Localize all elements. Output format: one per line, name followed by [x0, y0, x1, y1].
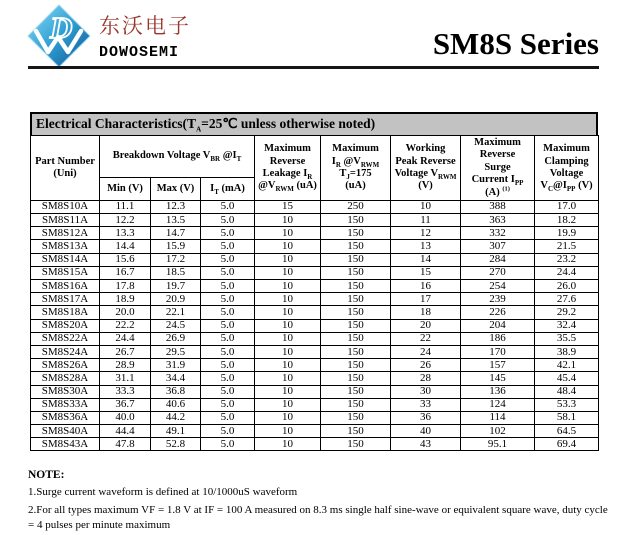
- value-cell: 14: [391, 253, 461, 266]
- table-row: [31, 227, 599, 240]
- part-number-cell: SM8S18A: [31, 306, 100, 319]
- table-row: [31, 359, 599, 372]
- value-cell: 150: [321, 345, 391, 358]
- value-cell: 102: [461, 425, 535, 438]
- value-cell: 5.0: [201, 372, 255, 385]
- value-cell: 26.0: [535, 280, 599, 293]
- value-cell: 186: [461, 332, 535, 345]
- value-cell: 21.5: [535, 240, 599, 253]
- value-cell: 150: [321, 359, 391, 372]
- value-cell: 22: [391, 332, 461, 345]
- value-cell: 11.1: [100, 200, 151, 213]
- value-cell: 14.7: [151, 227, 201, 240]
- value-cell: 15: [255, 200, 321, 213]
- table-row: [31, 398, 599, 411]
- value-cell: 17.0: [535, 200, 599, 213]
- value-cell: 47.8: [100, 438, 151, 451]
- value-cell: 23.2: [535, 253, 599, 266]
- value-cell: 10: [255, 372, 321, 385]
- value-cell: 5.0: [201, 306, 255, 319]
- part-number-cell: SM8S14A: [31, 253, 100, 266]
- value-cell: 44.4: [100, 425, 151, 438]
- value-cell: 13: [391, 240, 461, 253]
- value-cell: 28: [391, 372, 461, 385]
- col-header-max-clamping-voltage: Maximum Clamping Voltage $V_C@I_{PP}$ (V): [535, 136, 599, 201]
- value-cell: 24.5: [151, 319, 201, 332]
- value-cell: 254: [461, 280, 535, 293]
- value-cell: 24: [391, 345, 461, 358]
- value-cell: 5.0: [201, 359, 255, 372]
- value-cell: 28.9: [100, 359, 151, 372]
- value-cell: 40.6: [151, 398, 201, 411]
- part-number-cell: SM8S33A: [31, 398, 100, 411]
- value-cell: 26: [391, 359, 461, 372]
- col-header-part-number: Part Number (Uni): [31, 136, 100, 201]
- value-cell: 26.7: [100, 345, 151, 358]
- value-cell: 11: [391, 214, 461, 227]
- brand-name-chinese: 东沃电子: [99, 14, 191, 38]
- value-cell: 250: [321, 200, 391, 213]
- col-header-breakdown-voltage: Breakdown Voltage $V_{BR}$ $@I_T$: [100, 136, 255, 178]
- value-cell: 10: [255, 359, 321, 372]
- value-cell: 36.8: [151, 385, 201, 398]
- value-cell: 95.1: [461, 438, 535, 451]
- value-cell: 10: [255, 345, 321, 358]
- part-number-cell: SM8S30A: [31, 385, 100, 398]
- value-cell: 20.0: [100, 306, 151, 319]
- note-item-2: 2.For all types maximum VF = 1.8 V at IF = 100 A measured on 8.3 ms single half sine-wave or equivalent square wave, duty cycle = 4 pulses per minute maximum: [28, 504, 608, 531]
- table-row: [31, 345, 599, 358]
- value-cell: 10: [255, 332, 321, 345]
- value-cell: 388: [461, 200, 535, 213]
- value-cell: 5.0: [201, 438, 255, 451]
- table-title-text2: =25℃ unless otherwise noted): [201, 116, 376, 131]
- value-cell: 13.5: [151, 214, 201, 227]
- value-cell: 49.1: [151, 425, 201, 438]
- value-cell: 17.8: [100, 280, 151, 293]
- value-cell: 150: [321, 425, 391, 438]
- value-cell: 29.2: [535, 306, 599, 319]
- value-cell: 150: [321, 319, 391, 332]
- value-cell: 53.3: [535, 398, 599, 411]
- value-cell: 10: [391, 200, 461, 213]
- value-cell: 10: [255, 280, 321, 293]
- value-cell: 38.9: [535, 345, 599, 358]
- value-cell: 16: [391, 280, 461, 293]
- brand-name-english: DOWOSEMI: [99, 44, 180, 61]
- value-cell: 18.9: [100, 293, 151, 306]
- value-cell: 12: [391, 227, 461, 240]
- value-cell: 29.5: [151, 345, 201, 358]
- part-number-cell: SM8S12A: [31, 227, 100, 240]
- table-row: [31, 438, 599, 451]
- value-cell: 150: [321, 372, 391, 385]
- value-cell: 150: [321, 253, 391, 266]
- value-cell: 150: [321, 411, 391, 424]
- value-cell: 5.0: [201, 332, 255, 345]
- value-cell: 22.1: [151, 306, 201, 319]
- value-cell: 5.0: [201, 200, 255, 213]
- logo-diamond-icon: [27, 4, 91, 68]
- col-header-max-ir: Maximum $I_R$ $@V_{RWM}$ $T_J=175$ (uA): [321, 136, 391, 201]
- col-header-min-v: Min (V): [100, 177, 151, 200]
- value-cell: 30: [391, 385, 461, 398]
- brand-block: [99, 10, 191, 61]
- value-cell: 34.4: [151, 372, 201, 385]
- value-cell: 14.4: [100, 240, 151, 253]
- value-cell: 114: [461, 411, 535, 424]
- value-cell: 363: [461, 214, 535, 227]
- value-cell: 136: [461, 385, 535, 398]
- table-body: [31, 200, 599, 451]
- value-cell: 5.0: [201, 266, 255, 279]
- value-cell: 10: [255, 438, 321, 451]
- value-cell: 150: [321, 398, 391, 411]
- value-cell: 24.4: [535, 266, 599, 279]
- part-number-cell: SM8S17A: [31, 293, 100, 306]
- value-cell: 10: [255, 306, 321, 319]
- value-cell: 284: [461, 253, 535, 266]
- value-cell: 10: [255, 227, 321, 240]
- part-number-cell: SM8S40A: [31, 425, 100, 438]
- value-cell: 10: [255, 398, 321, 411]
- value-cell: 5.0: [201, 411, 255, 424]
- value-cell: 150: [321, 306, 391, 319]
- value-cell: 10: [255, 425, 321, 438]
- value-cell: 18.5: [151, 266, 201, 279]
- table-title: [30, 112, 598, 135]
- value-cell: 10: [255, 214, 321, 227]
- value-cell: 12.2: [100, 214, 151, 227]
- col-header-max-reverse-leakage: Maximum Reverse Leakage $I_R$ $@V_{RWM}$ (uA): [255, 136, 321, 201]
- value-cell: 64.5: [535, 425, 599, 438]
- value-cell: 10: [255, 293, 321, 306]
- value-cell: 150: [321, 280, 391, 293]
- table-row: [31, 411, 599, 424]
- value-cell: 43: [391, 438, 461, 451]
- value-cell: 157: [461, 359, 535, 372]
- value-cell: 145: [461, 372, 535, 385]
- datasheet-body: [30, 112, 598, 451]
- note-item-1: 1.Surge current waveform is defined at 10/1000uS waveform: [28, 486, 298, 498]
- value-cell: 26.9: [151, 332, 201, 345]
- value-cell: 19.9: [535, 227, 599, 240]
- value-cell: 5.0: [201, 385, 255, 398]
- value-cell: 150: [321, 438, 391, 451]
- value-cell: 36.7: [100, 398, 151, 411]
- electrical-characteristics-table: [30, 135, 599, 451]
- col-header-working-peak-reverse-voltage: Working Peak Reverse Voltage $V_{RWM}$ (V): [391, 136, 461, 201]
- value-cell: 20: [391, 319, 461, 332]
- value-cell: 307: [461, 240, 535, 253]
- value-cell: 18.2: [535, 214, 599, 227]
- value-cell: 15.9: [151, 240, 201, 253]
- part-number-cell: SM8S43A: [31, 438, 100, 451]
- value-cell: 10: [255, 253, 321, 266]
- value-cell: 5.0: [201, 214, 255, 227]
- value-cell: 150: [321, 293, 391, 306]
- part-number-cell: SM8S28A: [31, 372, 100, 385]
- header-divider: [28, 66, 599, 69]
- value-cell: 5.0: [201, 345, 255, 358]
- value-cell: 5.0: [201, 293, 255, 306]
- table-title-sub: A: [196, 125, 202, 134]
- value-cell: 10: [255, 385, 321, 398]
- part-number-cell: SM8S15A: [31, 266, 100, 279]
- part-number-cell: SM8S26A: [31, 359, 100, 372]
- value-cell: 10: [255, 266, 321, 279]
- value-cell: 150: [321, 332, 391, 345]
- value-cell: 44.2: [151, 411, 201, 424]
- part-number-cell: SM8S10A: [31, 200, 100, 213]
- value-cell: 48.4: [535, 385, 599, 398]
- value-cell: 10: [255, 319, 321, 332]
- value-cell: 69.4: [535, 438, 599, 451]
- value-cell: 204: [461, 319, 535, 332]
- value-cell: 10: [255, 240, 321, 253]
- value-cell: 5.0: [201, 398, 255, 411]
- value-cell: 13.3: [100, 227, 151, 240]
- value-cell: 36: [391, 411, 461, 424]
- table-row: [31, 280, 599, 293]
- value-cell: 22.2: [100, 319, 151, 332]
- value-cell: 150: [321, 385, 391, 398]
- value-cell: 5.0: [201, 253, 255, 266]
- value-cell: 150: [321, 266, 391, 279]
- value-cell: 45.4: [535, 372, 599, 385]
- value-cell: 5.0: [201, 425, 255, 438]
- series-title: SM8S Series: [432, 26, 599, 61]
- value-cell: 31.1: [100, 372, 151, 385]
- value-cell: 332: [461, 227, 535, 240]
- part-number-cell: SM8S36A: [31, 411, 100, 424]
- value-cell: 5.0: [201, 227, 255, 240]
- value-cell: 12.3: [151, 200, 201, 213]
- table-row: [31, 253, 599, 266]
- table-row: [31, 200, 599, 213]
- value-cell: 33.3: [100, 385, 151, 398]
- notes-section: [28, 469, 608, 532]
- table-row: [31, 319, 599, 332]
- value-cell: 239: [461, 293, 535, 306]
- value-cell: 124: [461, 398, 535, 411]
- value-cell: 42.1: [535, 359, 599, 372]
- value-cell: 24.4: [100, 332, 151, 345]
- value-cell: 40.0: [100, 411, 151, 424]
- table-row: [31, 306, 599, 319]
- col-header-max-v: Max (V): [151, 177, 201, 200]
- table-row: [31, 425, 599, 438]
- company-logo: [27, 4, 91, 68]
- value-cell: 33: [391, 398, 461, 411]
- part-number-cell: SM8S13A: [31, 240, 100, 253]
- table-row: [31, 266, 599, 279]
- part-number-cell: SM8S20A: [31, 319, 100, 332]
- value-cell: 17.2: [151, 253, 201, 266]
- value-cell: 20.9: [151, 293, 201, 306]
- value-cell: 15.6: [100, 253, 151, 266]
- value-cell: 10: [255, 411, 321, 424]
- value-cell: 17: [391, 293, 461, 306]
- table-row: [31, 293, 599, 306]
- value-cell: 150: [321, 214, 391, 227]
- value-cell: 35.5: [535, 332, 599, 345]
- value-cell: 19.7: [151, 280, 201, 293]
- table-row: [31, 240, 599, 253]
- value-cell: 31.9: [151, 359, 201, 372]
- part-number-cell: SM8S11A: [31, 214, 100, 227]
- value-cell: 32.4: [535, 319, 599, 332]
- value-cell: 5.0: [201, 280, 255, 293]
- col-header-it-ma: $I_T$ (mA): [201, 177, 255, 200]
- logo-letter-d: D: [50, 10, 73, 45]
- value-cell: 15: [391, 266, 461, 279]
- table-row: [31, 214, 599, 227]
- value-cell: 40: [391, 425, 461, 438]
- value-cell: 58.1: [535, 411, 599, 424]
- table-row: [31, 385, 599, 398]
- value-cell: 18: [391, 306, 461, 319]
- value-cell: 226: [461, 306, 535, 319]
- value-cell: 16.7: [100, 266, 151, 279]
- value-cell: 150: [321, 240, 391, 253]
- col-header-max-reverse-surge-current: Maximum Reverse Surge Current $I_{PP}$ (A) $^{(1)}$: [461, 136, 535, 201]
- notes-title: NOTE:: [28, 469, 65, 481]
- value-cell: 150: [321, 227, 391, 240]
- part-number-cell: SM8S24A: [31, 345, 100, 358]
- table-row: [31, 372, 599, 385]
- value-cell: 5.0: [201, 240, 255, 253]
- part-number-cell: SM8S16A: [31, 280, 100, 293]
- value-cell: 52.8: [151, 438, 201, 451]
- table-row: [31, 332, 599, 345]
- value-cell: 270: [461, 266, 535, 279]
- part-number-cell: SM8S22A: [31, 332, 100, 345]
- value-cell: 5.0: [201, 319, 255, 332]
- value-cell: 27.6: [535, 293, 599, 306]
- table-title-text: Electrical Characteristics(T: [36, 116, 197, 131]
- value-cell: 170: [461, 345, 535, 358]
